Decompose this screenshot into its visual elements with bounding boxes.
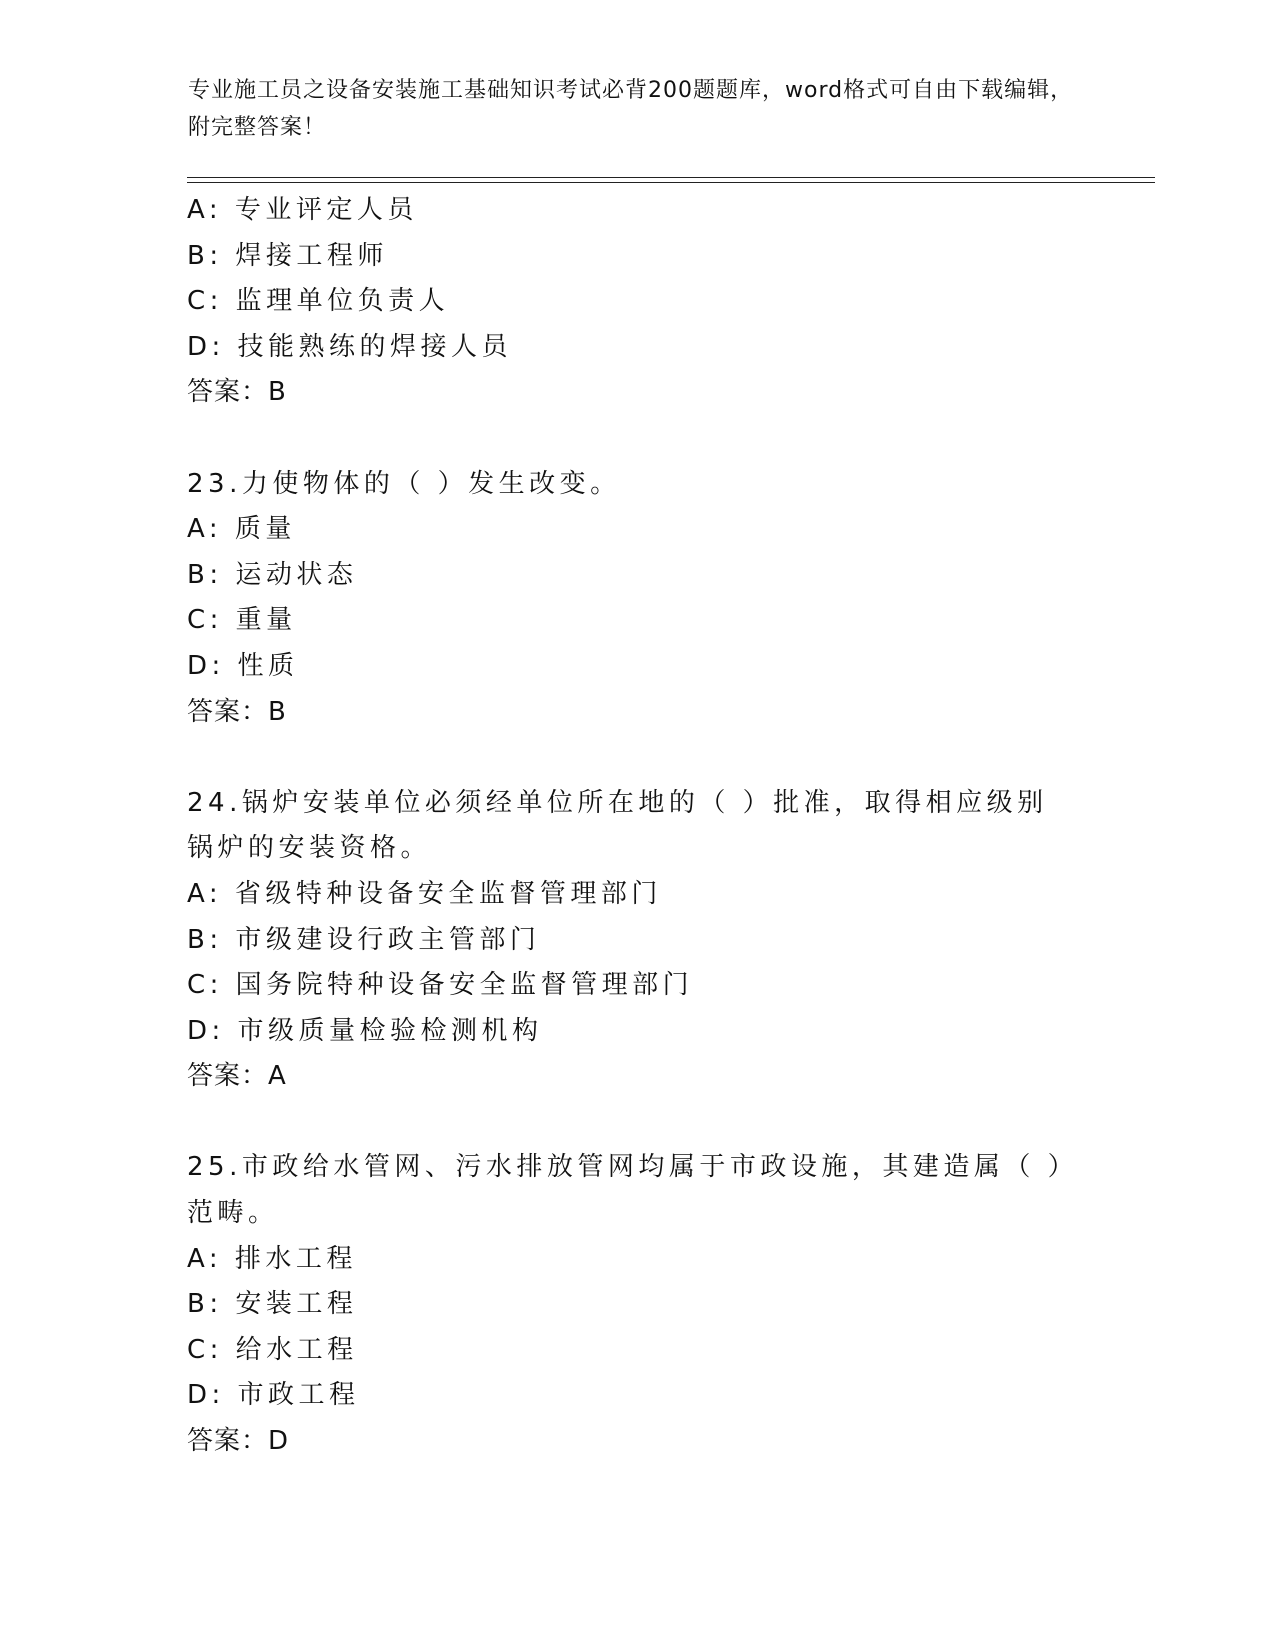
question-text: 24.锅炉安装单位必须经单位所在地的（ ）批准，取得相应级别锅炉的安装资格。 (187, 787, 1048, 864)
question-22 (187, 188, 1087, 416)
question-list (187, 188, 1087, 1465)
option-a: A: 质量 (187, 514, 296, 545)
option-c: C: 监理单位负责人 (187, 286, 450, 317)
answer: 答案：D (187, 1426, 290, 1457)
option-c: C: 国务院特种设备安全监督管理部门 (187, 970, 694, 1001)
option-b: B: 安装工程 (187, 1289, 358, 1320)
option-d: D: 性质 (187, 650, 299, 681)
spacer (187, 1100, 1087, 1146)
question-23 (187, 462, 1087, 736)
header-rule-bottom (187, 182, 1155, 183)
option-b: B: 运动状态 (187, 559, 358, 590)
spacer (187, 416, 1087, 462)
question-24 (187, 781, 1087, 1100)
option-c: C: 给水工程 (187, 1334, 358, 1365)
option-a: A: 排水工程 (187, 1243, 357, 1274)
header-rule-top (187, 177, 1155, 178)
question-25 (187, 1145, 1087, 1464)
option-d: D: 市级质量检验检测机构 (187, 1015, 543, 1046)
option-d: D: 技能熟练的焊接人员 (187, 331, 513, 362)
answer: 答案：A (187, 1061, 287, 1092)
document-header: 专业施工员之设备安装施工基础知识考试必背200题题库，word格式可自由下载编辑，附完整答案！ (188, 78, 1074, 140)
spacer (187, 735, 1087, 781)
answer: 答案：B (187, 696, 287, 727)
question-text: 23.力使物体的（ ）发生改变。 (187, 468, 621, 499)
option-b: B: 市级建设行政主管部门 (187, 924, 541, 955)
option-a: A: 省级特种设备安全监督管理部门 (187, 878, 662, 909)
option-d: D: 市政工程 (187, 1380, 360, 1411)
option-a: A: 专业评定人员 (187, 195, 418, 225)
option-b: B: 焊接工程师 (187, 240, 388, 271)
question-text: 25.市政给水管网、污水排放管网均属于市政设施，其建造属（ ）范畴。 (187, 1152, 1066, 1229)
answer: 答案：B (187, 377, 287, 408)
option-c: C: 重量 (187, 605, 297, 636)
